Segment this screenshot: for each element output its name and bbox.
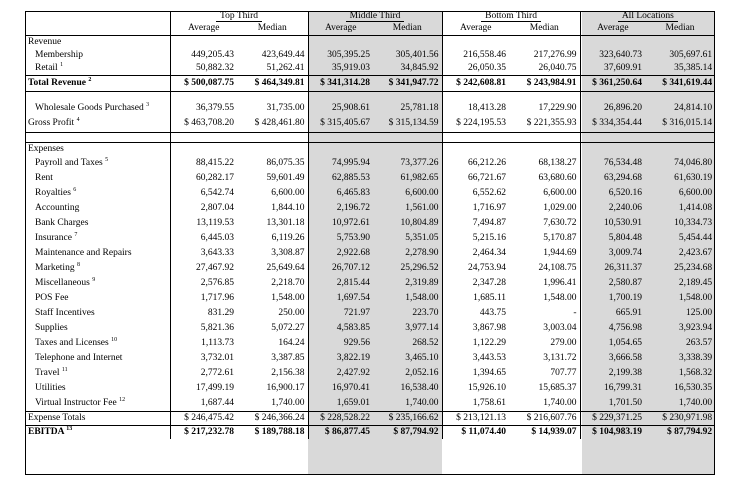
table-cell: 26,707.12 [308, 261, 373, 276]
table-cell: 17,229.90 [538, 103, 577, 114]
table-cell: $ 104,983.19 [580, 426, 645, 440]
group-title: All Locations [618, 12, 678, 23]
footnote-marker: 11 [61, 366, 68, 373]
table-cell: 831.29 [170, 306, 237, 321]
table-cell: 2,218.70 [271, 277, 305, 288]
table-cell: 6,445.03 [170, 231, 237, 246]
table-cell: 25,296.52 [400, 262, 439, 273]
table-cell: 7,494.87 [442, 216, 509, 231]
table-cell: 125.00 [685, 307, 713, 318]
table-cell: $ 341,947.72 [373, 76, 442, 92]
row-label-text: Utilities [35, 382, 66, 393]
row-label-text: Gross Profit [28, 118, 75, 129]
table-cell: 16,799.31 [580, 381, 645, 396]
table-cell: 15,685.37 [538, 382, 577, 393]
footnote-marker: 12 [119, 396, 126, 403]
table-cell: 6,119.26 [271, 232, 305, 243]
table-cell: 5,804.48 [580, 231, 645, 246]
table-cell: 5,821.36 [170, 321, 237, 336]
row-label-text: Staff Incentives [35, 307, 95, 318]
table-cell: 1,700.19 [580, 291, 645, 306]
table-cell: 61,630.19 [674, 172, 713, 183]
table-cell: $ 235,166.62 [373, 412, 442, 426]
table-cell: 2,347.28 [442, 276, 509, 291]
table-cell: $ 14,939.07 [531, 426, 577, 437]
table-cell: 1,740.00 [237, 396, 308, 412]
table-cell: 1,568.32 [678, 367, 713, 378]
table-cell: $ 230,971.98 [645, 412, 715, 426]
footnote-marker: 13 [66, 425, 73, 432]
table-cell: 3,822.19 [308, 351, 373, 366]
table-cell: $ 87,794.92 [666, 426, 713, 437]
table-cell: 1,548.00 [271, 292, 305, 303]
table-cell: 66,212.26 [442, 156, 509, 171]
row-label-text: Retail [35, 62, 58, 73]
table-cell: 1,685.11 [442, 291, 509, 306]
table-cell: 279.00 [550, 337, 577, 348]
table-cell: 26,050.35 [442, 62, 509, 76]
column-header: Median [645, 23, 715, 36]
table-cell: 24,814.10 [674, 103, 713, 114]
table-cell: 3,308.87 [271, 247, 305, 258]
table-cell: 6,552.62 [442, 186, 509, 201]
table-cell: $ 341,314.28 [308, 76, 373, 92]
table-cell: 36,379.55 [170, 102, 237, 117]
table-cell: 665.91 [580, 306, 645, 321]
table-cell: 5,351.05 [405, 232, 439, 243]
table-cell: 2,278.90 [405, 247, 439, 258]
table-cell: 26,040.75 [509, 62, 580, 76]
row-label-text: Taxes and Licenses [35, 337, 109, 348]
row-label-text: Royalties [35, 187, 71, 198]
table-cell: 3,732.01 [170, 351, 237, 366]
table-cell: 88,415.22 [170, 156, 237, 171]
group-title: Top Third [216, 12, 262, 23]
table-cell: 51,262.41 [237, 62, 308, 76]
row-label-text: Payroll and Taxes [35, 157, 103, 168]
table-cell: 13,301.18 [266, 217, 305, 228]
table-cell: 10,804.89 [400, 217, 439, 228]
table-cell: $ 86,877.45 [308, 426, 373, 440]
table-cell: $ 334,354.44 [580, 117, 645, 133]
table-cell: 7,630.72 [543, 217, 577, 228]
table-cell: $ 315,405.67 [308, 117, 373, 133]
table-cell: 250.00 [278, 307, 305, 318]
table-cell: $ 464,349.81 [237, 76, 308, 92]
table-cell: 3,867.98 [442, 321, 509, 336]
group-title: Bottom Third [481, 12, 541, 23]
table-cell: $ 243,984.91 [509, 76, 580, 92]
table-cell: 449,205.43 [170, 49, 237, 62]
table-cell: 16,900.17 [266, 382, 305, 393]
table-cell: $ 428,461.80 [237, 117, 308, 133]
table-cell: 74,995.94 [308, 156, 373, 171]
table-cell: 5,215.16 [442, 231, 509, 246]
table-cell: 24,108.75 [538, 262, 577, 273]
table-cell: 16,538.40 [400, 382, 439, 393]
table-cell: 1,054.65 [580, 336, 645, 351]
row-label-text: POS Fee [35, 292, 69, 303]
table-cell: 2,199.38 [580, 366, 645, 381]
table-cell: $ 213,121.13 [442, 412, 509, 426]
table-cell: 18,413.28 [442, 102, 509, 117]
table-cell: 1,716.97 [442, 201, 509, 216]
table-cell: 6,465.83 [308, 186, 373, 201]
table-cell: 3,387.85 [271, 352, 305, 363]
table-cell: 27,467.92 [170, 261, 237, 276]
table-cell: 2,052.16 [405, 367, 439, 378]
table-cell: 6,600.00 [543, 187, 577, 198]
table-cell: 25,781.18 [400, 103, 439, 114]
table-cell: 2,156.38 [271, 367, 305, 378]
row-label-text: Wholesale Goods Purchased [35, 103, 144, 114]
table-cell: 73,377.26 [400, 157, 439, 168]
table-cell: 66,721.67 [442, 171, 509, 186]
footnote-marker: 2 [88, 76, 92, 83]
table-cell: 6,542.74 [170, 186, 237, 201]
table-cell: 164.24 [278, 337, 305, 348]
table-cell: 2,580.87 [580, 276, 645, 291]
footnote-marker: 4 [76, 117, 80, 124]
group-title: Middle Third [346, 12, 405, 23]
table-cell: 15,926.10 [442, 381, 509, 396]
row-label-text: Virtual Instructor Fee [35, 397, 117, 408]
table-cell: 323,640.73 [580, 49, 645, 62]
table-cell: 25,234.68 [674, 262, 713, 273]
table-cell: $ 242,608.81 [442, 76, 509, 92]
table-cell: 2,189.45 [678, 277, 713, 288]
table-cell: 721.97 [308, 306, 373, 321]
table-cell: 2,464.34 [442, 246, 509, 261]
table-cell: 16,970.41 [308, 381, 373, 396]
table-cell: 76,534.48 [580, 156, 645, 171]
table-cell: 35,919.03 [308, 62, 373, 76]
table-cell: 2,319.89 [405, 277, 439, 288]
table-cell: 6,600.00 [678, 187, 713, 198]
table-cell: 707.77 [550, 367, 577, 378]
table-cell: 1,561.00 [405, 202, 439, 213]
row-label-text: Miscellaneous [35, 277, 90, 288]
table-cell: $ 315,134.59 [373, 117, 442, 133]
row-label-text: Rent [35, 172, 53, 183]
table-cell: 263.57 [685, 337, 713, 348]
table-cell: 3,465.10 [405, 352, 439, 363]
row-label-text: Expense Totals [28, 412, 86, 423]
table-cell: 10,530.91 [580, 216, 645, 231]
table-cell: $ 341,619.44 [645, 76, 715, 92]
section-label: Expenses [25, 143, 170, 157]
table-cell: 3,643.33 [170, 246, 237, 261]
table-cell: 5,753.90 [308, 231, 373, 246]
table-cell: 1,844.10 [271, 202, 305, 213]
table-cell: 63,294.68 [580, 171, 645, 186]
table-cell: - [573, 307, 577, 318]
table-cell: 3,003.04 [543, 322, 577, 333]
footnote-marker: 1 [60, 62, 64, 68]
table-cell: 1,687.44 [170, 396, 237, 412]
table-cell: 2,772.61 [170, 366, 237, 381]
table-cell: 3,338.39 [678, 352, 713, 363]
row-label-text: Travel [35, 367, 60, 378]
table-cell: 1,717.96 [170, 291, 237, 306]
table-cell: $ 463,708.20 [170, 117, 237, 133]
footnote-marker: 8 [76, 261, 80, 268]
table-cell: 305,395.25 [308, 49, 373, 62]
table-cell: $ 217,232.78 [170, 426, 237, 440]
table-cell: 216,558.46 [442, 49, 509, 62]
table-cell: 74,046.80 [674, 157, 713, 168]
table-cell: 1,659.01 [308, 396, 373, 412]
table-cell: 1,740.00 [373, 396, 442, 412]
table-cell: 26,896.20 [580, 102, 645, 117]
table-cell: 17,499.19 [170, 381, 237, 396]
table-cell: 62,885.53 [308, 171, 373, 186]
table-cell: $ 246,475.42 [170, 412, 237, 426]
table-cell: $ 361,250.64 [580, 76, 645, 92]
table-cell: 3,009.74 [580, 246, 645, 261]
table-cell: 61,982.65 [400, 172, 439, 183]
table-cell: 26,311.37 [580, 261, 645, 276]
footnote-marker: 10 [111, 336, 118, 343]
table-cell: 4,583.85 [308, 321, 373, 336]
table-cell: 3,977.14 [405, 322, 439, 333]
column-header: Average [442, 23, 509, 36]
table-cell: 25,908.61 [308, 102, 373, 117]
footnote-marker: 6 [73, 186, 77, 193]
table-cell: 1,548.00 [405, 292, 439, 303]
table-cell: 3,131.72 [543, 352, 577, 363]
table-cell: 86,075.35 [266, 157, 305, 168]
row-label-text: Supplies [35, 322, 68, 333]
table-cell: 1,113.73 [170, 336, 237, 351]
table-frame [25, 11, 715, 475]
table-cell: 59,601.49 [266, 172, 305, 183]
table-cell: 3,923.94 [678, 322, 713, 333]
table-cell: $ 229,371.25 [580, 412, 645, 426]
table-cell: 2,576.85 [170, 276, 237, 291]
table-cell: 3,443.53 [442, 351, 509, 366]
table-cell: 60,282.17 [170, 171, 237, 186]
table-cell: 2,427.92 [308, 366, 373, 381]
column-header: Median [509, 23, 580, 36]
table-cell: $ 87,794.92 [393, 426, 439, 437]
table-cell: 34,845.92 [373, 62, 442, 76]
row-label-text: Total Revenue [28, 77, 86, 88]
row-label-text: Insurance [35, 232, 72, 243]
table-cell: 305,401.56 [395, 49, 439, 60]
column-header: Median [373, 23, 442, 36]
table-cell: 13,119.53 [170, 216, 237, 231]
table-cell: 1,394.65 [442, 366, 509, 381]
row-label-text: EBITDA [28, 426, 64, 437]
footnote-marker: 3 [146, 102, 150, 109]
table-cell: 1,740.00 [509, 396, 580, 412]
table-cell: 1,548.00 [543, 292, 577, 303]
table-cell: 6,520.16 [580, 186, 645, 201]
table-cell: $ 221,355.93 [509, 117, 580, 133]
table-cell: 1,122.29 [442, 336, 509, 351]
table-cell: 217,276.99 [533, 49, 577, 60]
row-label-text: Marketing [35, 262, 75, 273]
table-cell: 6,600.00 [405, 187, 439, 198]
column-header: Average [170, 23, 237, 36]
table-cell: 68,138.27 [538, 157, 577, 168]
table-cell: 24,753.94 [442, 261, 509, 276]
table-cell: 423,649.44 [261, 49, 305, 60]
table-cell: $ 189,788.18 [254, 426, 305, 437]
table-cell: 2,815.44 [308, 276, 373, 291]
table-cell: 268.52 [412, 337, 439, 348]
table-cell: 2,922.68 [308, 246, 373, 261]
row-label-text: Telephone and Internet [35, 352, 123, 363]
table-cell: 1,701.50 [580, 396, 645, 412]
table-cell: 2,423.67 [678, 247, 713, 258]
row-label-text: Membership [35, 49, 84, 60]
table-cell: $ 246,366.24 [237, 412, 308, 426]
row-label-text: Maintenance and Repairs [35, 247, 132, 258]
row-label-text: Bank Charges [35, 217, 89, 228]
table-cell: $ 228,528.22 [308, 412, 373, 426]
table-cell: 1,996.41 [543, 277, 577, 288]
table-cell: 16,530.35 [674, 382, 713, 393]
table-cell: 3,666.58 [580, 351, 645, 366]
table-cell: 5,454.44 [678, 232, 713, 243]
section-label: Revenue [25, 36, 170, 50]
table-cell: 223.70 [412, 307, 439, 318]
table-cell: 1,548.00 [678, 292, 713, 303]
column-header: Average [308, 23, 373, 36]
table-cell: 31,735.00 [266, 103, 305, 114]
table-cell: $ 500,087.75 [170, 76, 237, 92]
footnote-marker: 5 [105, 156, 109, 163]
table-cell: 5,170.87 [543, 232, 577, 243]
table-cell: 10,334.73 [674, 217, 713, 228]
column-header: Average [580, 23, 645, 36]
table-cell: 1,697.54 [308, 291, 373, 306]
table-cell: 1,029.00 [543, 202, 577, 213]
table-cell: 929.56 [308, 336, 373, 351]
table-cell: 6,600.00 [271, 187, 305, 198]
table-cell: 37,609.91 [580, 62, 645, 76]
table-cell: $ 216,607.76 [509, 412, 580, 426]
table-cell: 5,072.27 [271, 322, 305, 333]
table-cell: 1,944.69 [543, 247, 577, 258]
table-cell: 2,807.04 [170, 201, 237, 216]
table-cell: 443.75 [442, 306, 509, 321]
table-cell: $ 316,015.14 [645, 117, 715, 133]
table-cell: 1,758.61 [442, 396, 509, 412]
row-label-text: Accounting [35, 202, 80, 213]
table-cell: 2,196.72 [308, 201, 373, 216]
table-cell: 1,414.08 [678, 202, 713, 213]
table-cell: $ 11,074.40 [442, 426, 509, 440]
table-cell: 1,740.00 [645, 396, 715, 412]
table-cell: 63,680.60 [538, 172, 577, 183]
column-header: Median [237, 23, 308, 36]
table-cell: 2,240.06 [580, 201, 645, 216]
table-cell: 25,649.64 [266, 262, 305, 273]
footnote-marker: 9 [92, 276, 96, 283]
table-cell: 50,882.32 [170, 62, 237, 76]
table-cell: 305,697.61 [669, 49, 713, 60]
footnote-marker: 7 [74, 231, 78, 238]
table-cell: 10,972.61 [308, 216, 373, 231]
table-cell: 35,385.14 [645, 62, 715, 76]
table-cell: $ 224,195.53 [442, 117, 509, 133]
table-cell: 4,756.98 [580, 321, 645, 336]
